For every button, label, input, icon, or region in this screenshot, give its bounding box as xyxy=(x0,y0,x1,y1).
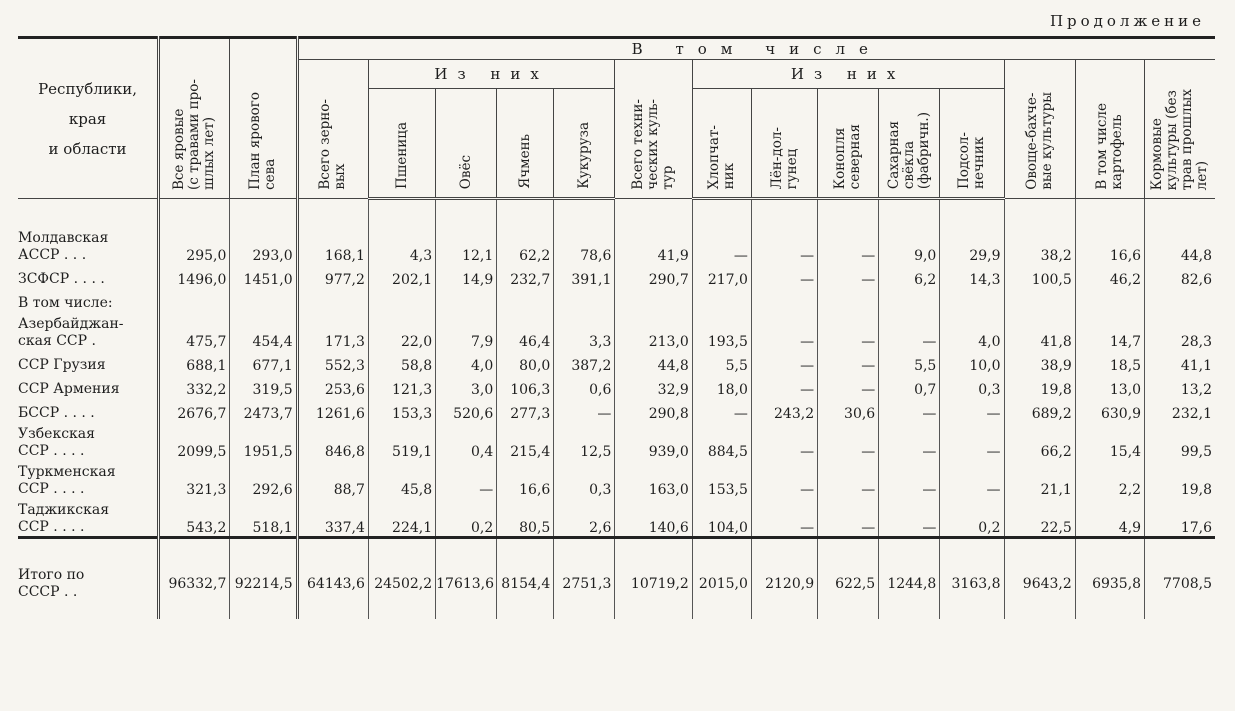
table-cell xyxy=(554,288,615,312)
spacer-row xyxy=(18,199,1215,227)
table-cell: 2,6 xyxy=(554,498,615,538)
table-cell: 520,6 xyxy=(436,398,497,422)
table-cell: — xyxy=(879,498,940,538)
table-cell: 29,9 xyxy=(940,226,1004,264)
table-cell: 58,8 xyxy=(368,350,435,374)
table-cell: 19,8 xyxy=(1145,460,1215,498)
table-cell: 4,9 xyxy=(1075,498,1144,538)
header-cotton: Хлопчат- ник xyxy=(692,89,751,199)
table-cell: 202,1 xyxy=(368,264,435,288)
table-row xyxy=(18,398,1215,422)
table-cell: 292,6 xyxy=(230,460,297,498)
table-cell: 232,1 xyxy=(1145,398,1215,422)
table-cell: 332,2 xyxy=(159,374,230,398)
table-cell xyxy=(368,288,435,312)
table-cell: — xyxy=(751,422,817,460)
table-cell: 46,2 xyxy=(1075,264,1144,288)
table-cell: 104,0 xyxy=(692,498,751,538)
table-cell: 337,4 xyxy=(297,498,368,538)
table-cell: 153,3 xyxy=(368,398,435,422)
table-row xyxy=(18,312,1215,350)
table-row xyxy=(18,460,1215,498)
table-cell: 224,1 xyxy=(368,498,435,538)
table-cell: 552,3 xyxy=(297,350,368,374)
table-cell: 140,6 xyxy=(615,498,692,538)
table-cell: 277,3 xyxy=(497,398,554,422)
header-vegetables: Овоще-бахче- вые культуры xyxy=(1004,60,1075,199)
header-hemp: Конопля северная xyxy=(818,89,879,199)
table-cell: 4,3 xyxy=(368,226,435,264)
table-cell: 215,4 xyxy=(497,422,554,460)
table-cell: 14,7 xyxy=(1075,312,1144,350)
table-cell: — xyxy=(751,498,817,538)
table-cell: 1951,5 xyxy=(230,422,297,460)
table-cell: 41,1 xyxy=(1145,350,1215,374)
header-fodder: Кормовые культуры (без трав прошлых лет) xyxy=(1145,60,1215,199)
table-cell: 846,8 xyxy=(297,422,368,460)
row-label: ЗСФСР . . . . xyxy=(18,271,105,287)
table-cell: 217,0 xyxy=(692,264,751,288)
table-cell: 28,3 xyxy=(1145,312,1215,350)
table-cell: 38,9 xyxy=(1004,350,1075,374)
table-cell: 100,5 xyxy=(1004,264,1075,288)
table-cell: 9643,2 xyxy=(1004,538,1075,620)
table-cell: 630,9 xyxy=(1075,398,1144,422)
table-cell: 121,3 xyxy=(368,374,435,398)
table-cell: 2015,0 xyxy=(692,538,751,620)
table-cell: 0,3 xyxy=(940,374,1004,398)
table-cell: — xyxy=(879,398,940,422)
table-cell: 80,5 xyxy=(497,498,554,538)
table-cell: 622,5 xyxy=(818,538,879,620)
table-cell: 518,1 xyxy=(230,498,297,538)
table-cell: — xyxy=(879,312,940,350)
table-cell: 13,2 xyxy=(1145,374,1215,398)
table-cell xyxy=(497,288,554,312)
table-cell: — xyxy=(940,398,1004,422)
table-cell: 293,0 xyxy=(230,226,297,264)
row-label: Таджикская ССР . . . . xyxy=(18,502,110,535)
table-cell: 8154,4 xyxy=(497,538,554,620)
table-cell: 45,8 xyxy=(368,460,435,498)
table-cell: 6,2 xyxy=(879,264,940,288)
row-label: Итого по СССР . . xyxy=(18,538,159,620)
table-row xyxy=(18,226,1215,264)
table-cell: — xyxy=(940,460,1004,498)
table-cell: — xyxy=(818,226,879,264)
table-cell: 46,4 xyxy=(497,312,554,350)
table-cell: 387,2 xyxy=(554,350,615,374)
table-row xyxy=(18,422,1215,460)
table-cell: 168,1 xyxy=(297,226,368,264)
row-label: В том числе: xyxy=(18,295,113,311)
header-potato: В том числе картофель xyxy=(1075,60,1144,199)
table-cell: 519,1 xyxy=(368,422,435,460)
table-cell: 22,0 xyxy=(368,312,435,350)
table-cell: — xyxy=(818,498,879,538)
table-cell: 253,6 xyxy=(297,374,368,398)
table-row xyxy=(18,288,1215,312)
table-cell xyxy=(297,288,368,312)
table-cell: 82,6 xyxy=(1145,264,1215,288)
table-cell: 0,6 xyxy=(554,374,615,398)
header-of-them-grain: Из них xyxy=(368,60,615,89)
header-grain-total: Всего зерно- вых xyxy=(297,60,368,199)
table-cell: 232,7 xyxy=(497,264,554,288)
table-cell: 7,9 xyxy=(436,312,497,350)
table-cell: 32,9 xyxy=(615,374,692,398)
header-flax: Лён-дол- гунец xyxy=(751,89,817,199)
table-cell: 10,0 xyxy=(940,350,1004,374)
header-group-including: В том числе xyxy=(297,38,1215,60)
table-cell: — xyxy=(818,422,879,460)
table-cell: 12,1 xyxy=(436,226,497,264)
table-cell: 5,5 xyxy=(692,350,751,374)
header-maize: Кукуруза xyxy=(554,89,615,199)
table-cell: 22,5 xyxy=(1004,498,1075,538)
table-cell: 4,0 xyxy=(940,312,1004,350)
table-cell: 12,5 xyxy=(554,422,615,460)
table-cell: 30,6 xyxy=(818,398,879,422)
table-cell: 977,2 xyxy=(297,264,368,288)
table-cell: 2120,9 xyxy=(751,538,817,620)
table-cell: 41,9 xyxy=(615,226,692,264)
row-label: ССР Армения xyxy=(18,381,120,397)
table-cell: 44,8 xyxy=(615,350,692,374)
table-cell: 14,3 xyxy=(940,264,1004,288)
table-cell: 5,5 xyxy=(879,350,940,374)
table-cell: 689,2 xyxy=(1004,398,1075,422)
header-plan: План ярового сева xyxy=(230,38,297,199)
table-cell: 96332,7 xyxy=(159,538,230,620)
table-cell: — xyxy=(436,460,497,498)
table-cell: 153,5 xyxy=(692,460,751,498)
header-barley: Ячмень xyxy=(497,89,554,199)
table-cell: 677,1 xyxy=(230,350,297,374)
table-cell: — xyxy=(751,226,817,264)
table-cell: 106,3 xyxy=(497,374,554,398)
table-cell: 3,3 xyxy=(554,312,615,350)
table-cell: 41,8 xyxy=(1004,312,1075,350)
table-cell xyxy=(940,288,1004,312)
table-cell: 290,7 xyxy=(615,264,692,288)
table-cell: 2,2 xyxy=(1075,460,1144,498)
table-cell: 62,2 xyxy=(497,226,554,264)
table-cell xyxy=(1004,288,1075,312)
table-cell: 688,1 xyxy=(159,350,230,374)
table-cell xyxy=(436,288,497,312)
table-cell: 17613,6 xyxy=(436,538,497,620)
table-cell: — xyxy=(554,398,615,422)
table-cell: 454,4 xyxy=(230,312,297,350)
table-cell: 4,0 xyxy=(436,350,497,374)
table-cell xyxy=(692,288,751,312)
table-cell: 13,0 xyxy=(1075,374,1144,398)
table-cell: 66,2 xyxy=(1004,422,1075,460)
row-label: Молдавская АССР . . . xyxy=(18,230,109,263)
table-cell: 0,4 xyxy=(436,422,497,460)
table-cell: 38,2 xyxy=(1004,226,1075,264)
table-cell: 939,0 xyxy=(615,422,692,460)
table-cell: 0,2 xyxy=(436,498,497,538)
table-cell: 1244,8 xyxy=(879,538,940,620)
table-cell: 16,6 xyxy=(497,460,554,498)
table-cell: 16,6 xyxy=(1075,226,1144,264)
table-cell: 64143,6 xyxy=(297,538,368,620)
table-cell: 290,8 xyxy=(615,398,692,422)
table-cell: 6935,8 xyxy=(1075,538,1144,620)
table-cell: — xyxy=(940,422,1004,460)
table-cell xyxy=(879,288,940,312)
total-row xyxy=(18,538,1215,620)
table-cell: — xyxy=(818,350,879,374)
table-cell: 15,4 xyxy=(1075,422,1144,460)
table-cell: — xyxy=(751,460,817,498)
table-cell: — xyxy=(751,374,817,398)
table-cell xyxy=(751,288,817,312)
table-cell: 14,9 xyxy=(436,264,497,288)
table-cell: — xyxy=(879,422,940,460)
table-cell: 1451,0 xyxy=(230,264,297,288)
table-cell: 44,8 xyxy=(1145,226,1215,264)
table-cell: 193,5 xyxy=(692,312,751,350)
table-cell: — xyxy=(751,312,817,350)
table-cell: 213,0 xyxy=(615,312,692,350)
table-cell: — xyxy=(751,264,817,288)
table-cell xyxy=(1145,288,1215,312)
table-row xyxy=(18,264,1215,288)
table-cell: — xyxy=(692,226,751,264)
table-cell: 2751,3 xyxy=(554,538,615,620)
table-cell: 7708,5 xyxy=(1145,538,1215,620)
table-cell: — xyxy=(818,312,879,350)
table-cell: 88,7 xyxy=(297,460,368,498)
table-cell: 78,6 xyxy=(554,226,615,264)
header-tech-total: Всего техни- ческих куль- тур xyxy=(615,60,692,199)
table-row xyxy=(18,498,1215,538)
table-cell: 884,5 xyxy=(692,422,751,460)
table-cell: 321,3 xyxy=(159,460,230,498)
table-cell: 2473,7 xyxy=(230,398,297,422)
table-row xyxy=(18,350,1215,374)
row-label: ССР Грузия xyxy=(18,357,106,373)
header-beet: Сахарная свёкла (фабричн.) xyxy=(879,89,940,199)
header-wheat: Пшеница xyxy=(368,89,435,199)
table-cell: 17,6 xyxy=(1145,498,1215,538)
table-cell: 1496,0 xyxy=(159,264,230,288)
table-cell: 92214,5 xyxy=(230,538,297,620)
table-cell: 0,3 xyxy=(554,460,615,498)
table-cell xyxy=(230,288,297,312)
table-cell: 80,0 xyxy=(497,350,554,374)
table-cell: 2099,5 xyxy=(159,422,230,460)
statistics-table xyxy=(18,36,1215,619)
table-cell xyxy=(159,288,230,312)
table-cell: 19,8 xyxy=(1004,374,1075,398)
table-cell: — xyxy=(879,460,940,498)
table-cell xyxy=(615,288,692,312)
table-cell xyxy=(1075,288,1144,312)
table-cell: 3163,8 xyxy=(940,538,1004,620)
table-cell: 475,7 xyxy=(159,312,230,350)
header-oats: Овёс xyxy=(436,89,497,199)
continuation-label: Продолжение xyxy=(1049,12,1205,30)
table-cell: 0,7 xyxy=(879,374,940,398)
row-label: Азербайджан- ская ССР . xyxy=(18,316,124,349)
row-label: Туркменская ССР . . . . xyxy=(18,464,116,497)
table-cell: 391,1 xyxy=(554,264,615,288)
table-cell: 21,1 xyxy=(1004,460,1075,498)
table-cell: 3,0 xyxy=(436,374,497,398)
table-row xyxy=(18,374,1215,398)
header-regions: Республики, края и области xyxy=(18,38,159,199)
header-all-spring: Все яровые (с травами про- шлых лет) xyxy=(159,38,230,199)
header-of-them-tech: Из них xyxy=(692,60,1004,89)
row-label: БССР . . . . xyxy=(18,405,95,421)
table-cell: — xyxy=(818,374,879,398)
table-cell: — xyxy=(818,460,879,498)
table-cell xyxy=(818,288,879,312)
row-label: Узбекская ССР . . . . xyxy=(18,426,95,459)
table-cell: 295,0 xyxy=(159,226,230,264)
table-cell: 0,2 xyxy=(940,498,1004,538)
table-cell: 99,5 xyxy=(1145,422,1215,460)
table-cell: — xyxy=(692,398,751,422)
table-cell: — xyxy=(751,350,817,374)
table-cell: 243,2 xyxy=(751,398,817,422)
header-sunflower: Подсол- нечник xyxy=(940,89,1004,199)
table-cell: 9,0 xyxy=(879,226,940,264)
table-cell: — xyxy=(818,264,879,288)
table-cell: 171,3 xyxy=(297,312,368,350)
table-cell: 24502,2 xyxy=(368,538,435,620)
table-cell: 18,0 xyxy=(692,374,751,398)
table-cell: 1261,6 xyxy=(297,398,368,422)
table-cell: 163,0 xyxy=(615,460,692,498)
table-cell: 18,5 xyxy=(1075,350,1144,374)
table-cell: 543,2 xyxy=(159,498,230,538)
table-cell: 2676,7 xyxy=(159,398,230,422)
table-cell: 319,5 xyxy=(230,374,297,398)
table-cell: 10719,2 xyxy=(615,538,692,620)
